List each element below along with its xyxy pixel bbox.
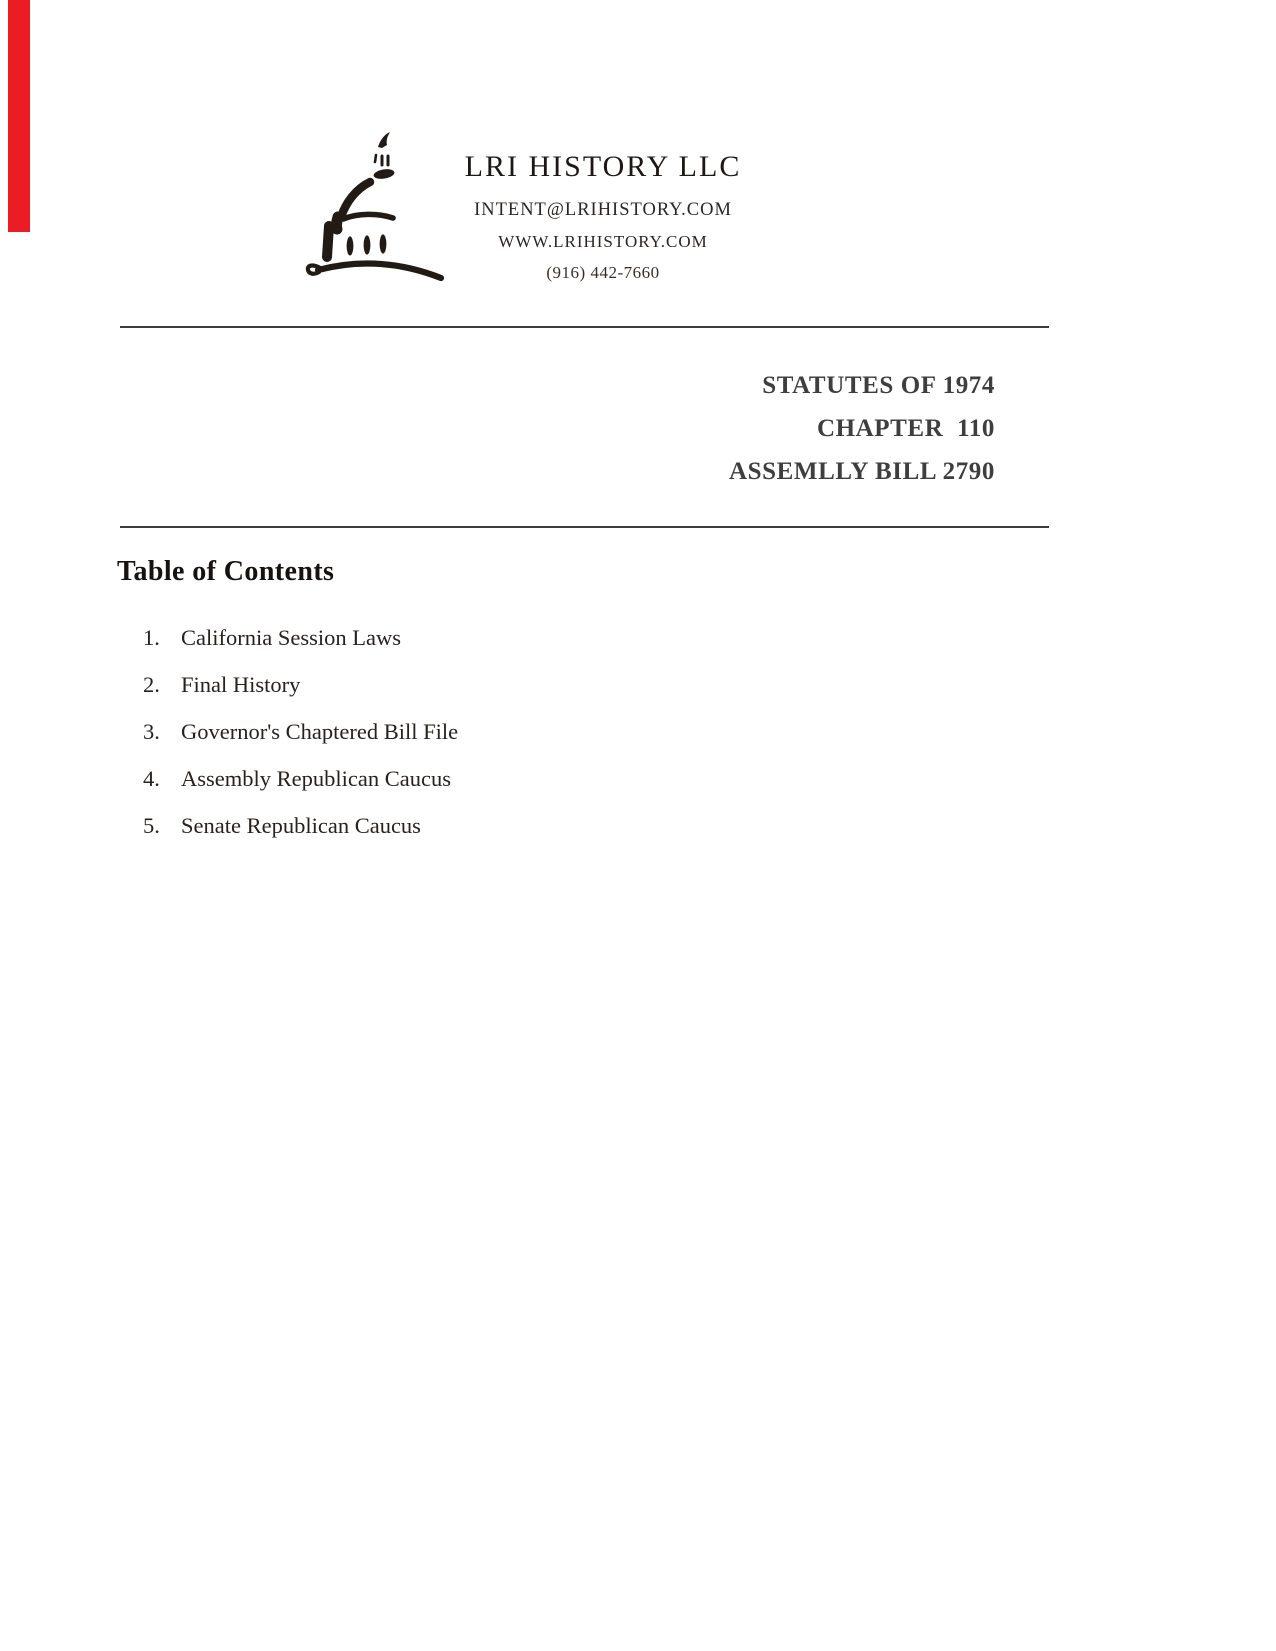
phone-text: (916) 442-7660 <box>546 263 660 282</box>
statutes-title-block <box>729 364 995 493</box>
company-name: LRI HISTORY LLC <box>464 150 742 183</box>
email-text: INTENT@LRIHISTORY.COM <box>474 200 732 220</box>
toc-item-3 <box>143 718 458 746</box>
toc-item-2 <box>143 671 458 699</box>
letterhead-contact-block <box>438 150 768 294</box>
toc-item-number: 3. <box>143 719 160 744</box>
toc-item-5 <box>143 812 458 840</box>
toc-item-label: Senate Republican Caucus <box>181 813 421 838</box>
horizontal-rule-top <box>120 326 1049 328</box>
toc-item-number: 5. <box>143 813 160 838</box>
toc-item-number: 4. <box>143 766 160 791</box>
statutes-line: STATUTES OF 1974 <box>762 372 995 399</box>
toc-item-number: 2. <box>143 672 160 697</box>
toc-item-1 <box>143 624 458 652</box>
website-text: WWW.LRIHISTORY.COM <box>498 232 708 251</box>
red-bookmark-bar <box>8 0 30 232</box>
assembly-bill-line: ASSEMLLY BILL 2790 <box>729 458 995 485</box>
table-of-contents-heading: Table of Contents <box>117 556 335 587</box>
toc-item-label: California Session Laws <box>181 625 401 650</box>
toc-item-label: Assembly Republican Caucus <box>181 766 451 791</box>
toc-item-number: 1. <box>143 625 160 650</box>
table-of-contents-list <box>143 624 458 840</box>
capitol-dome-sketch-icon <box>292 287 456 304</box>
toc-item-label: Governor's Chaptered Bill File <box>181 719 459 744</box>
capitol-dome-logo <box>292 118 456 300</box>
horizontal-rule-bottom <box>120 526 1049 528</box>
chapter-line: CHAPTER 110 <box>816 415 995 442</box>
toc-item-label: Final History <box>181 672 301 697</box>
toc-item-4 <box>143 765 458 793</box>
